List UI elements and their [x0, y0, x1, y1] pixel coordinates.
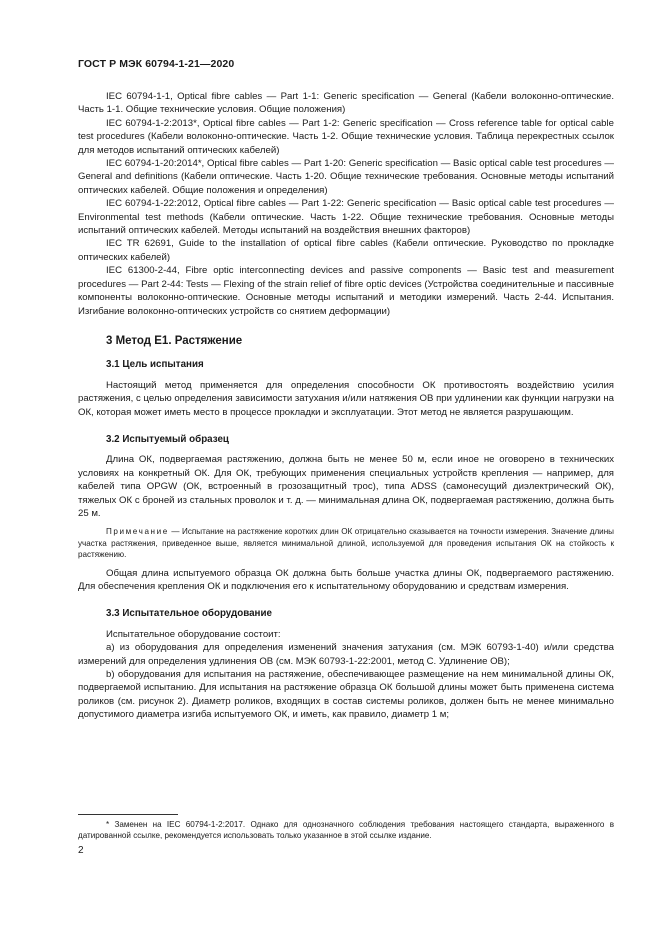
- subsection-heading: 3.3 Испытательное оборудование: [106, 608, 272, 620]
- paragraph: Настоящий метод применяется для определения способности ОК противостоять воздействию усилия растяжения, с целью определения зависимости затухания и/или натяжения ОВ при удлинении как функции нагрузки на ОК, которая может иметь место в процессе прокладки и эксплуатации. Этот метод не является разрушающим.: [78, 379, 614, 418]
- list-item: а) из оборудования для определения изменений значения затухания (см. МЭК 60793-1-40) и/или средства измерений для определения удлинения ОВ (см. МЭК 60793-1-22:2001, метод С. Удлинение ОВ);: [78, 642, 614, 667]
- note-label: Примечание: [106, 527, 169, 537]
- reference-item: IEC 60794-1-1, Optical fibre cables — Part 1-1: Generic specification — General (Кабели волоконно-оптические. Часть 1-1. Общие технические условия. Общие положения): [78, 91, 614, 116]
- reference-item: IEC 61300-2-44, Fibre optic interconnecting devices and passive components — Basic test and measurement procedures — Part 2-44: Tests — Flexing of the strain relief of fibre optic devices (Устройства соединительные и пассивные компоненты волоконно-оптические. Основные методы испытаний и методики измерений. Часть 2-44. Испытания. Изгибание волоконно-оптических устройств со снятием деформации): [78, 265, 614, 317]
- footnote-rule: [78, 814, 178, 815]
- note: [78, 526, 614, 560]
- reference-item: IEC 60794-1-22:2012, Optical fibre cables — Part 1-22: Generic specification — Basic optical cable test procedures — Environmental test methods (Кабели оптические. Часть 1-22. Общие технические требования. Основные методы испытаний оптических кабелей. Методы испытаний на воздействия внешних факторов): [78, 198, 614, 237]
- paragraph: Длина ОК, подвергаемая растяжению, должна быть не менее 50 м, если иное не оговорено в технических условиях на конкретный ОК. Для ОК, требующих применения специальных устройств крепления — например, для кабелей типа OPGW (ОК, встроенный в грозозащитный трос), типа ADSS (самонесущий диэлектрический ОК), тяжелых ОК с броней из стальных проволок и т. д. — минимальная длина ОК, подвергаемая растяжению, должна быть 25 м.: [78, 454, 614, 519]
- reference-item: IEC 60794-1-20:2014*, Optical fibre cables — Part 1-20: Generic specification — Basic optical cable test procedures — General and definitions (Кабели оптические. Часть 1-20. Общие технические требования. Основные методы испытаний оптических кабелей. Общие положения и определения): [78, 158, 614, 196]
- section-heading: 3 Метод E1. Растяжение: [106, 334, 243, 347]
- note-text: — Испытание на растяжение коротких длин ОК отрицательно сказывается на точности измерения. Значение длины участка растяжения, приведенное выше, является минимальной длиной, используемой для проведения испытания ОК на стойкость к растяжению.: [78, 527, 614, 560]
- subsection-heading: 3.2 Испытуемый образец: [106, 433, 229, 445]
- paragraph: Общая длина испытуемого образца ОК должна быть больше участка длины ОК, подвергаемого растяжению. Для обеспечения крепления ОК и подключения его к испытательному оборудованию и средствам измерения.: [78, 567, 614, 592]
- list-item: b) оборудования для испытания на растяжение, обеспечивающее размещение на нем минимальной длины ОК, подвергаемой испытанию. Для испытания на растяжение образца ОК большой длины может быть применена система роликов (см. рисунок 2). Диаметр роликов, входящих в состав системы роликов, должен быть не менее минимально допустимого диаметра изгиба испытуемого ОК, и иметь, как правило, диаметр 1 м;: [78, 669, 614, 721]
- subsection-heading: 3.1 Цель испытания: [106, 359, 204, 371]
- footnote: * Заменен на IEC 60794-1-2:2017. Однако для однозначного соблюдения требования настоящего стандарта, выраженного в датированной ссылке, рекомендуется использовать только указанное в этой ссылке издание.: [78, 820, 614, 841]
- paragraph: Испытательное оборудование состоит:: [106, 628, 281, 640]
- reference-item: IEC TR 62691, Guide to the installation of optical fibre cables (Кабели оптические. Руководство по прокладке оптических кабелей): [78, 238, 614, 263]
- page-number: 2: [78, 845, 84, 856]
- page-header: ГОСТ Р МЭК 60794-1-21—2020: [78, 58, 235, 70]
- reference-item: IEC 60794-1-2:2013*, Optical fibre cables — Part 1-2: Generic specification — Cross reference table for optical cable test procedures (Кабели волоконно-оптические. Часть 1-2. Общие технические условия. Таблица перекрестных ссылок для методов испытаний оптических кабелей): [78, 117, 614, 156]
- document-body: [78, 90, 614, 722]
